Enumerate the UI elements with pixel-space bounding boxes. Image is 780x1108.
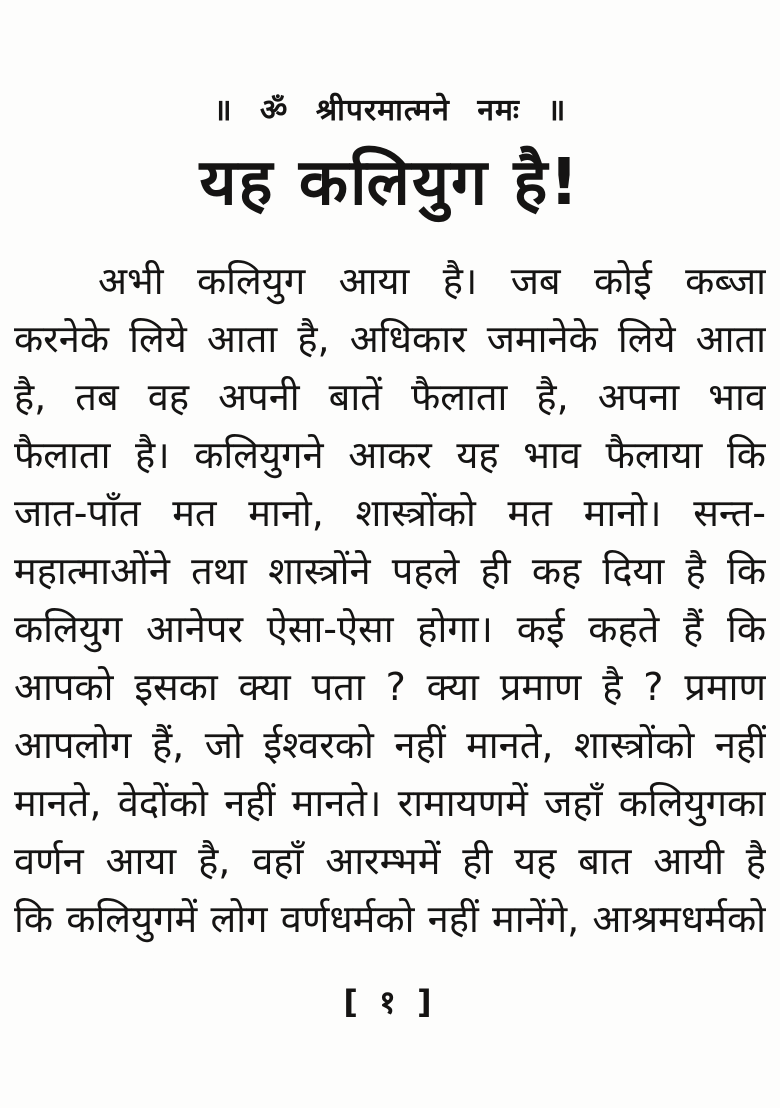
body-text-line: वर्णन आया है, वहाँ आरम्भमें ही यह बात आयी है [14, 839, 766, 883]
page-number: [ १ ] [343, 983, 437, 1021]
body-text-line: महात्माओंने तथा शास्त्रोंने पहले ही कह दिया है कि [14, 549, 766, 593]
body-text-line: अभी कलियुग आया है। जब कोई कब्जा [98, 259, 766, 303]
body-text-line: मानते, वेदोंको नहीं मानते। रामायणमें जहाँ कलियुगका [14, 781, 766, 825]
body-text-line: आपलोग हैं, जो ईश्वरको नहीं मानते, शास्त्रोंको नहीं [14, 723, 766, 767]
page-title: यह कलियुग है! [199, 146, 581, 220]
body-text [14, 252, 766, 948]
invocation-line: ॥ ॐ श्रीपरमात्मने नमः ॥ [213, 93, 567, 128]
body-text-line: आपको इसका क्या पता ? क्या प्रमाण है ? प्रमाण [14, 665, 766, 709]
body-text-line: जात-पाँत मत मानो, शास्त्रोंको मत मानो। सन्त- [14, 491, 766, 535]
body-text-line: फैलाता है। कलियुगने आकर यह भाव फैलाया कि [14, 433, 766, 477]
body-text-line: कलियुग आनेपर ऐसा-ऐसा होगा। कई कहते हैं कि [14, 607, 766, 651]
body-text-line: करनेके लिये आता है, अधिकार जमानेके लिये आता [14, 317, 766, 361]
body-text-line: है, तब वह अपनी बातें फैलाता है, अपना भाव [14, 375, 766, 419]
body-text-line: कि कलियुगमें लोग वर्णधर्मको नहीं मानेंगे, आश्रमधर्मको [14, 897, 766, 941]
